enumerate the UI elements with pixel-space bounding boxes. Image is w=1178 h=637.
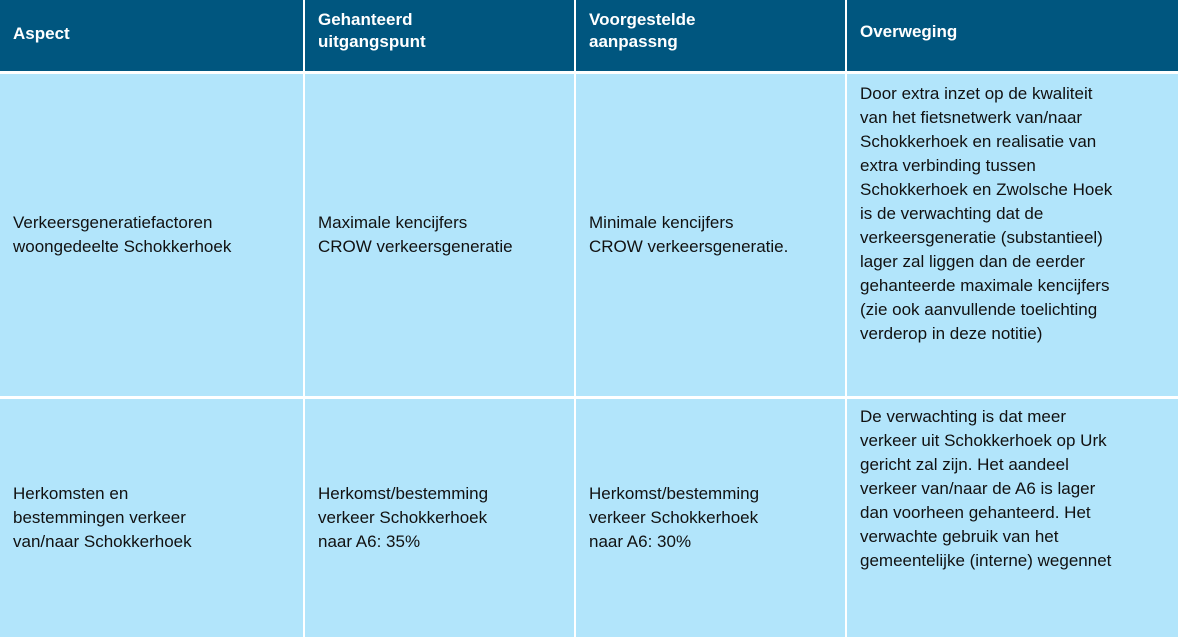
cell-aspect: Verkeersgeneratiefactoren woongedeelte Schokkerhoek xyxy=(0,72,304,397)
cell-overweging: Door extra inzet op de kwaliteit van het fietsnetwerk van/naar Schokkerhoek en realisatie van extra verbinding tussen Schokkerhoek en Zwolsche Hoek is de verwachting dat de verkeersgeneratie (substantieel) lager zal liggen dan de eerder gehanteerde maximale kencijfers (zie ook aanvullende toelichting verderop in deze notitie) xyxy=(846,72,1178,397)
table-header xyxy=(0,0,1178,72)
cell-overweging: De verwachting is dat meer verkeer uit Schokkerhoek op Urk gericht zal zijn. Het aandeel verkeer van/naar de A6 is lager dan voorheen gehanteerd. Het verwachte gebruik van het gemeentelijke (interne) wegennet xyxy=(846,397,1178,637)
header-row xyxy=(0,0,1178,72)
cell-uitgangspunt: Herkomst/bestemming verkeer Schokkerhoek naar A6: 35% xyxy=(304,397,575,637)
cell-aanpassing: Herkomst/bestemming verkeer Schokkerhoek naar A6: 30% xyxy=(575,397,846,637)
table-row xyxy=(0,72,1178,397)
header-uitgangspunt: Gehanteerd uitgangspunt xyxy=(304,0,575,72)
header-aanpassing: Voorgestelde aanpassng xyxy=(575,0,846,72)
table-body xyxy=(0,72,1178,637)
header-aspect: Aspect xyxy=(0,0,304,72)
cell-aspect: Herkomsten en bestemmingen verkeer van/naar Schokkerhoek xyxy=(0,397,304,637)
header-overweging: Overweging xyxy=(846,0,1178,72)
table-row xyxy=(0,397,1178,637)
cell-aanpassing: Minimale kencijfers CROW verkeersgeneratie. xyxy=(575,72,846,397)
cell-uitgangspunt: Maximale kencijfers CROW verkeersgeneratie xyxy=(304,72,575,397)
